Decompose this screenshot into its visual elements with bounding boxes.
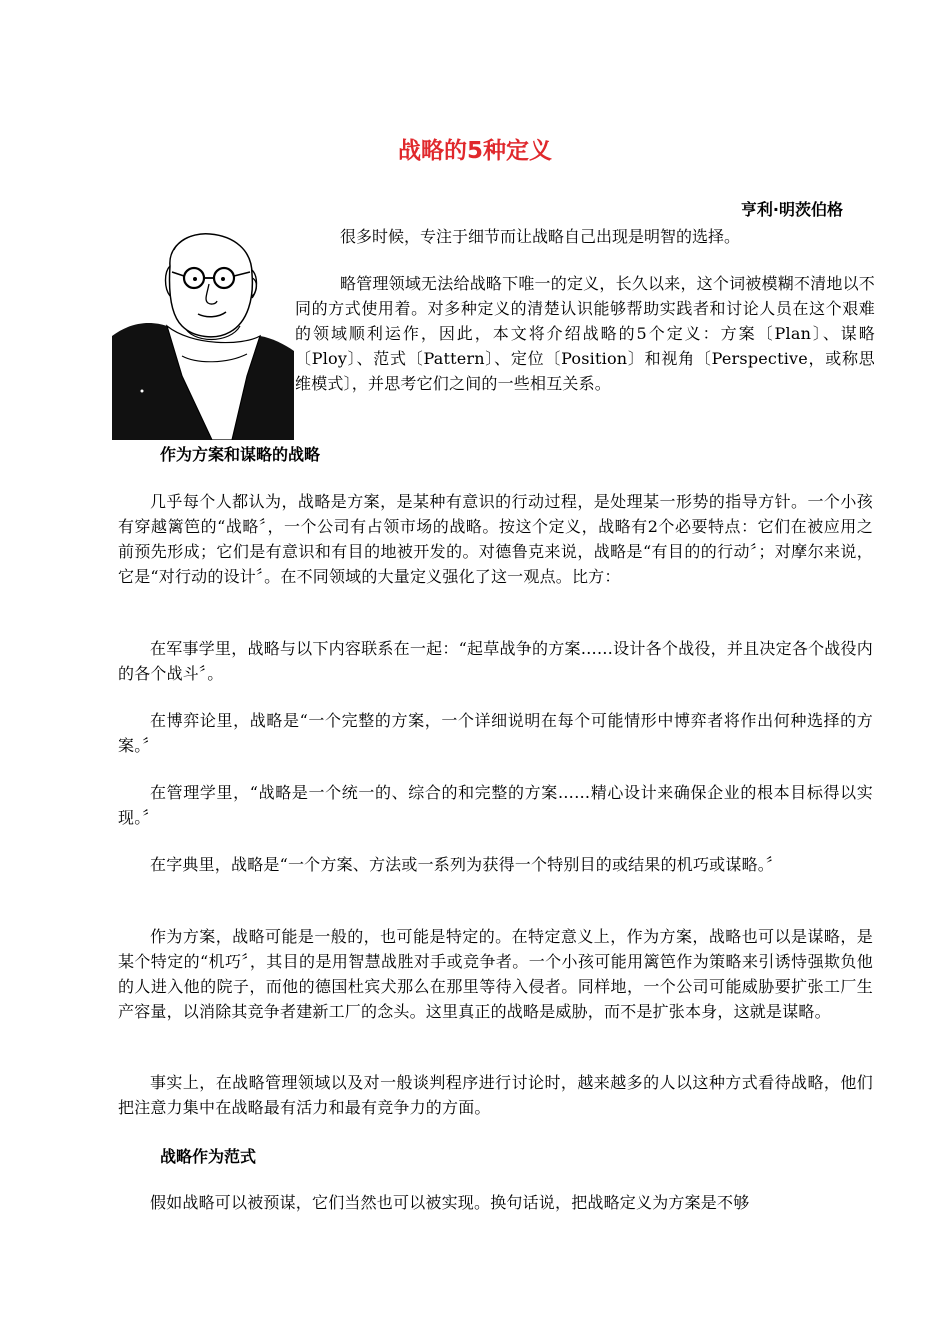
author-name: 亨利·明茨伯格 [740,200,843,219]
page-title: 战略的5种定义 [397,138,552,164]
section1-paragraph: 事实上，在战略管理领域以及对一般谈判程序进行讨论时，越来越多的人以这种方式看待战略，他们把注意力集中在战略最有活力和最有竞争力的方面。 [118,1073,873,1117]
author-portrait-image [112,226,294,440]
section1-paragraph: 几乎每个人都认为，战略是方案，是某种有意识的行动过程，是处理某一形势的指导方针。一个小孩有穿越篱笆的“战略〞，一个公司有占领市场的战略。按这个定义，战略有2个必要特点：它们在被应用之前预先形成；它们是有意识和有目的地被开发的。对德鲁克来说，战略是“有目的的行动〞；对摩尔来说，它是“对行动的设计〞。在不同领域的大量定义强化了这一观点。比方： [118,492,873,586]
section2-paragraph: 假如战略可以被预谋，它们当然也可以被实现。换句话说，把战略定义为方案是不够 [150,1193,750,1212]
section1-paragraph: 在字典里，战略是“一个方案、方法或一系列为获得一个特别目的或结果的机巧或谋略。〞 [150,855,783,874]
intro-paragraph: 略管理领域无法给战略下唯一的定义，长久以来，这个词被模糊不清地以不同的方式使用着。对多种定义的清楚认识能够帮助实践者和讨论人员在这个艰难的领域顺利运作，因此，本文将介绍战略的5个定义：方案〔Plan〕、谋略〔Ploy〕、范式〔Pattern〕、定位〔Position〕和视角〔Perspective，或称思维模式〕，并思考它们之间的一些相互关系。 [295,274,875,393]
section1-paragraph: 在博弈论里，战略是“一个完整的方案，一个详细说明在每个可能情形中博弈者将作出何种选择的方案。〞 [118,711,873,755]
section1-paragraph: 在管理学里，“战略是一个统一的、综合的和完整的方案……精心设计来确保企业的根本目标得以实现。〞 [118,783,873,827]
section1-paragraph: 作为方案，战略可能是一般的，也可能是特定的。在特定意义上，作为方案，战略也可以是谋略，是某个特定的“机巧〞，其目的是用智慧战胜对手或竞争者。一个小孩可能用篱笆作为策略来引诱恃强欺负他的人进入他的院子，而他的德国杜宾犬那么在那里等待入侵者。同样地，一个公司可能威胁要扩张工厂生产容量，以消除其竞争者建新工厂的念头。这里真正的战略是威胁，而不是扩张本身，这就是谋略。 [118,927,873,1021]
section-heading-plan-ploy: 作为方案和谋略的战略 [160,445,321,464]
section-heading-pattern: 战略作为范式 [160,1147,257,1166]
intro-quote: 很多时候，专注于细节而让战略自己出现是明智的选择。 [340,227,741,246]
section1-paragraph: 在军事学里，战略与以下内容联系在一起：“起草战争的方案……设计各个战役，并且决定各个战役内的各个战斗〞。 [118,639,873,683]
